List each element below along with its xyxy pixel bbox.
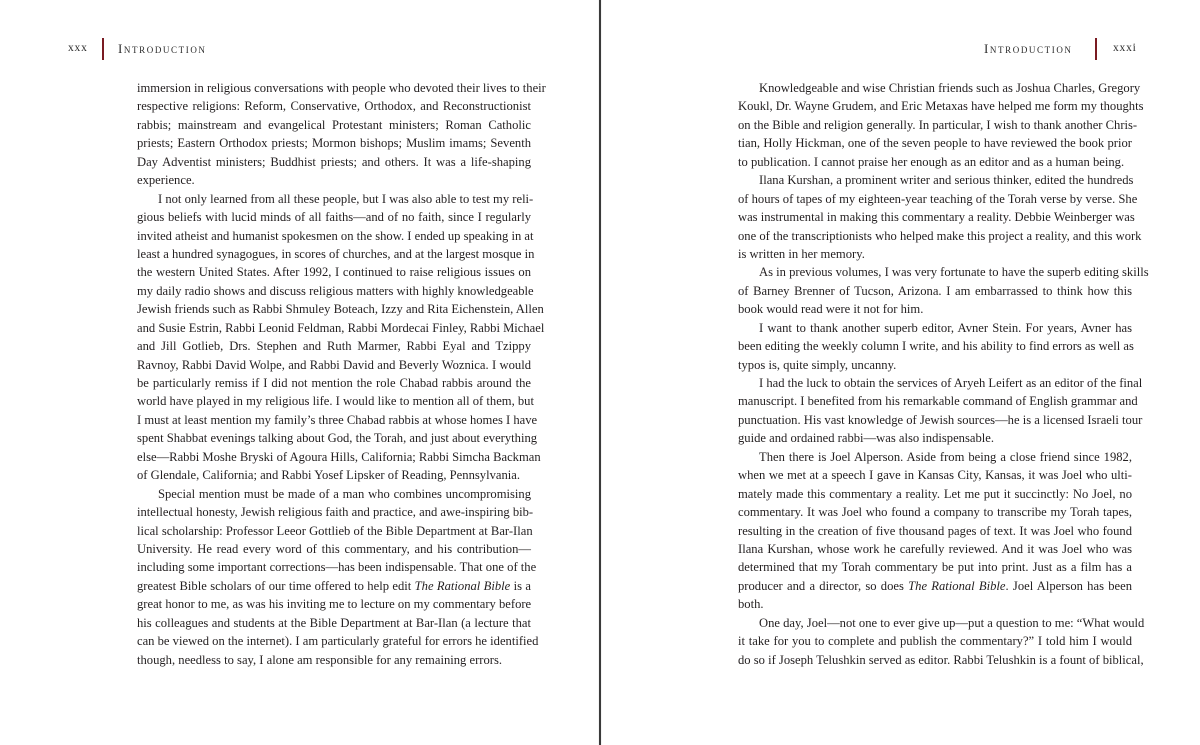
text-line: respective religions: Reform, Conservative, Orthodox, and Reconstructionist bbox=[137, 99, 531, 114]
left-page bbox=[0, 0, 598, 745]
text-line: one of the transcriptionists who helped make this project a reality, and this work bbox=[738, 228, 1142, 243]
text-line: priests; Eastern Orthodox priests; Mormon bishops; Muslim imams; Seventh bbox=[137, 136, 531, 151]
text-line: least a hundred synagogues, in scores of churches, and at the largest mosque in bbox=[137, 246, 535, 261]
text-line: and Susie Estrin, Rabbi Leonid Feldman, Rabbi Mordecai Finley, Rabbi Michael bbox=[137, 320, 545, 335]
text-line: the western United States. After 1992, I continued to raise religious issues on bbox=[137, 265, 531, 280]
text-line: I want to thank another superb editor, Avner Stein. For years, Avner has bbox=[759, 320, 1132, 335]
text-line: Jewish friends such as Rabbi Shmuley Boteach, Izzy and Rita Eichenstein, Allen bbox=[137, 302, 544, 317]
text-line: manuscript. I benefited from his remarkable command of English grammar and bbox=[738, 394, 1138, 409]
text-line: mately made this commentary a reality. Let me put it succinctly: No Joel, no bbox=[738, 486, 1132, 501]
text-line: Special mention must be made of a man who combines uncompromising bbox=[158, 486, 531, 501]
text-line: was instrumental in making this commentary a reality. Debbie Weinberger was bbox=[738, 210, 1135, 225]
running-head-title: Introduction bbox=[984, 41, 1073, 56]
text-line: Day Adventist ministers; Buddhist priests; and others. It was a life-shaping bbox=[137, 154, 531, 169]
body-text-left bbox=[137, 79, 546, 669]
text-line: Ravnoy, Rabbi David Wolpe, and Rabbi David and Beverly Woznica. I would bbox=[137, 357, 531, 372]
text-line: rabbis; mainstream and evangelical Protestant ministers; Roman Catholic bbox=[137, 117, 531, 132]
text-line: immersion in religious conversations with people who devoted their lives to their bbox=[137, 81, 546, 95]
gutter-line bbox=[599, 0, 601, 745]
text-line: typos is, quite simply, uncanny. bbox=[738, 357, 897, 372]
text-line: of hours of tapes of my eighteen-year teaching of the Torah verse by verse. She bbox=[738, 191, 1138, 206]
text-line: tian, Holly Hickman, one of the seven people to have reviewed the book prior bbox=[738, 136, 1132, 151]
text-line: both. bbox=[738, 597, 764, 612]
text-line: been editing the weekly column I write, and his ability to find errors as well as bbox=[738, 339, 1134, 354]
text-line: I had the luck to obtain the services of Aryeh Leifert as an editor of the final bbox=[759, 376, 1143, 390]
running-head-title: Introduction bbox=[118, 41, 207, 56]
text-line: else—Rabbi Moshe Bryski of Agoura Hills, California; Rabbi Simcha Backman bbox=[137, 449, 541, 464]
text-line: I must at least mention my family’s three Chabad rabbis at whose homes I have bbox=[137, 412, 538, 427]
text-line: I not only learned from all these people, but I was also able to test my reli- bbox=[158, 191, 534, 206]
text-line: determined that my Torah commentary be put into print. Just as a film has a bbox=[738, 560, 1132, 575]
text-line: of Barney Brenner of Tucson, Arizona. I am embarrassed to think how this bbox=[738, 283, 1132, 298]
text-line: intellectual honesty, Jewish religious faith and practice, and awe-inspiring bib- bbox=[137, 505, 534, 520]
text-fragment: is a bbox=[510, 578, 531, 593]
text-line: is written in her memory. bbox=[738, 246, 865, 261]
header-divider bbox=[1095, 38, 1097, 60]
text-line: guide and ordained rabbi—was also indispensable. bbox=[738, 431, 995, 446]
book-title: The Rational Bible bbox=[414, 578, 511, 593]
text-line: book would read were it not for him. bbox=[738, 302, 924, 317]
text-line: when we met at a speech I gave in Kansas City, Kansas, it was Joel who ulti- bbox=[738, 468, 1132, 483]
book-title: The Rational Bible bbox=[908, 578, 1006, 593]
text-line: University. He read every word of this commentary, and his contribution— bbox=[137, 541, 531, 556]
text-line: invited atheist and humanist spokesmen on the show. I ended up speaking in at bbox=[137, 228, 534, 243]
text-line: Koukl, Dr. Wayne Grudem, and Eric Metaxas have helped me form my thoughts bbox=[738, 99, 1144, 114]
text-line: do so if Joseph Telushkin served as editor. Rabbi Telushkin is a fount of biblical, bbox=[738, 652, 1144, 667]
text-line: be particularly remiss if I did not mention the role Chabad rabbis around the bbox=[137, 376, 531, 390]
text-line: Then there is Joel Alperson. Aside from being a close friend since 1982, bbox=[759, 449, 1132, 464]
page-number: xxxi bbox=[1113, 42, 1137, 54]
text-line: resulting in the creation of five thousand pages of text. It was Joel who found bbox=[738, 523, 1132, 538]
text-line: can be viewed on the internet). I am particularly grateful for errors he identified bbox=[137, 634, 539, 649]
text-line: his colleagues and students at the Bible Department at Bar-Ilan (a lecture that bbox=[137, 615, 531, 630]
text-line: lical scholarship: Professor Leeor Gottlieb of the Bible Department at Bar-Ilan bbox=[137, 523, 533, 538]
text-line: including some important corrections—has been indispensable. That one of the bbox=[137, 560, 537, 575]
text-line: As in previous volumes, I was very fortunate to have the superb editing skills bbox=[759, 265, 1149, 280]
text-line: great honor to me, as was his inviting me to lecture on my commentary before bbox=[137, 597, 532, 612]
text-line: commentary. It was Joel who found a company to transcribe my Torah tapes, bbox=[738, 505, 1132, 520]
text-fragment: greatest Bible scholars of our time offered to help edit bbox=[137, 578, 412, 593]
right-page bbox=[602, 0, 1200, 745]
text-line: Ilana Kurshan, a prominent writer and serious thinker, edited the hundreds bbox=[759, 173, 1134, 188]
header-divider bbox=[102, 38, 104, 60]
text-line: of Glendale, California; and Rabbi Yosef Lipsker of Reading, Pennsylvania. bbox=[137, 468, 520, 483]
text-line: my daily radio shows and discuss religious matters with highly knowledgeable bbox=[137, 283, 534, 298]
text-line-with-title bbox=[738, 577, 1132, 595]
page-number: xxx bbox=[68, 42, 88, 54]
text-line: Knowledgeable and wise Christian friends such as Joshua Charles, Gregory bbox=[759, 81, 1141, 95]
text-line: though, needless to say, I alone am responsible for any remaining errors. bbox=[137, 652, 502, 667]
text-line: One day, Joel—not one to ever give up—put a question to me: “What would bbox=[759, 615, 1145, 630]
body-text-right bbox=[738, 79, 1149, 669]
text-line: it take for you to complete and publish the commentary?” I told him I would bbox=[738, 634, 1132, 649]
text-line: Ilana Kurshan, whose work he carefully reviewed. And it was Joel who was bbox=[738, 541, 1132, 556]
text-line: on the Bible and religion generally. In particular, I wish to thank another Chris- bbox=[738, 117, 1138, 132]
text-line: gious beliefs with lucid minds of all faiths—and of no faith, since I regularly bbox=[137, 210, 531, 225]
text-line: to publication. I cannot praise her enough as an editor and as a human being. bbox=[738, 154, 1125, 169]
text-line-with-title bbox=[137, 577, 531, 595]
text-line: spent Shabbat evenings talking about God, the Torah, and just about everything bbox=[137, 431, 538, 446]
text-line: world have played in my religious life. I would like to mention all of them, but bbox=[137, 394, 534, 409]
text-fragment: . Joel Alperson has been bbox=[1005, 578, 1132, 593]
text-line: and Jill Gotlieb, Drs. Stephen and Ruth Marmer, Rabbi Eyal and Tzippy bbox=[137, 339, 531, 354]
text-line: punctuation. His vast knowledge of Jewish sources—he is a licensed Israeli tour bbox=[738, 412, 1143, 427]
text-line: experience. bbox=[137, 173, 195, 188]
text-fragment: producer and a director, so does bbox=[738, 578, 904, 593]
